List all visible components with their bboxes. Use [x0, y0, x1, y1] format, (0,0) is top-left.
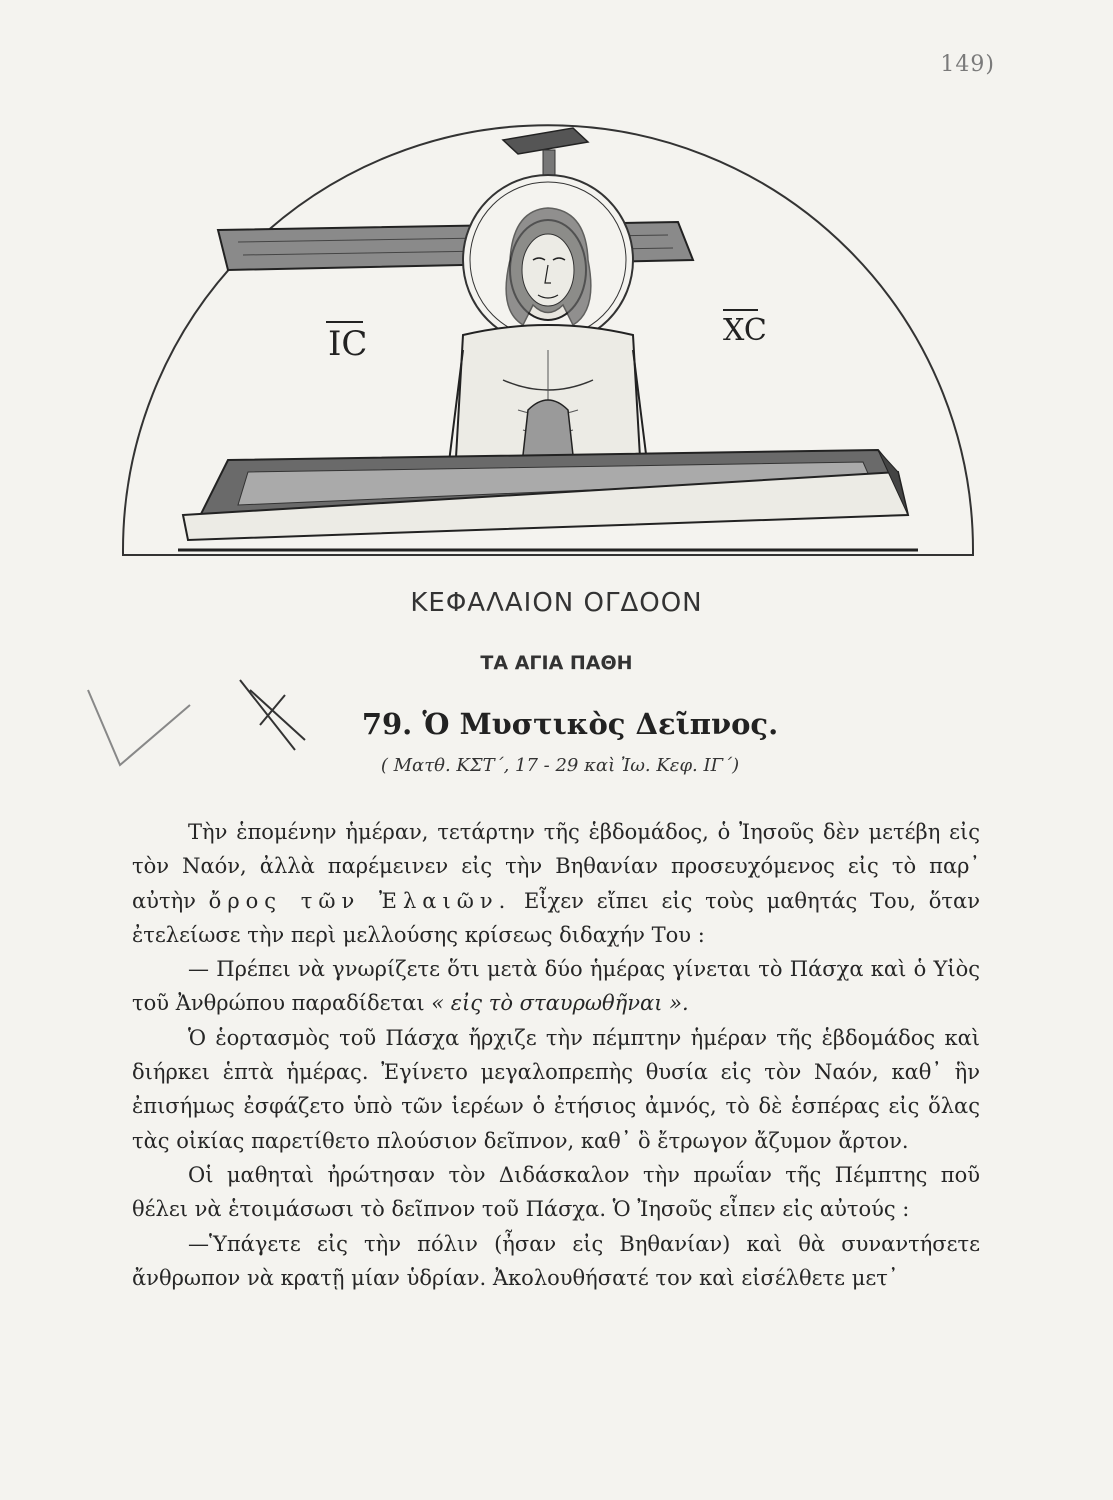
chapter-heading: ΚΕΦΑΛΑΙΟΝ ΟΓΔΟΟΝ [410, 588, 703, 618]
paragraph-3: Ὁ ἑορτασμὸς τοῦ Πάσχα ἤρχιζε τὴν πέμπτην ἡμέραν τῆς ἑβδομάδος καὶ διήρκει ἑπτὰ ἡμέρας. Ἐγίνετο μεγαλοπρεπὴς θυσία εἰς τὸν Ναόν, καθ᾽ ἣν ἐπισήμως ἐσφάζετο ὑπὸ τῶν ἱερέων ὁ ἐτήσιος ἀμνός, τὸ δὲ ἑσπέρας εἰς ὅλας τὰς οἰκίας παρετίθετο πλούσιον δεῖπνον, καθ᾽ ὃ ἔτρωγον ἄζυμον ἄρτον. [132, 1025, 980, 1153]
paragraph-2 [132, 952, 980, 1021]
part-title: ΤΑ ΑΓΙΑ ΠΑΘΗ [480, 652, 633, 674]
icon-label-xc: XC [723, 313, 767, 348]
body-text [132, 815, 980, 1295]
man-of-sorrows-icon [118, 110, 978, 570]
icon-label-ic: IC [328, 324, 368, 364]
paragraph-1-text-end: Εἶχεν εἴπει εἰς τοὺς μαθητάς Του, ὅταν ἐτελείωσε τὴν περὶ μελλούσης κρίσεως διδαχήν Του : [132, 888, 980, 947]
page-number: 149) [940, 52, 995, 77]
scripture-reference: ( Ματθ. ΚΣΤ΄, 17 - 29 καὶ Ἰω. Κεφ. ΙΓ΄) [380, 755, 740, 776]
icon-illustration [118, 110, 978, 570]
section-title: 79. Ὁ Μυστικὸς Δεῖπνος. [361, 707, 779, 741]
paragraph-1-text: Τὴν ἑπομένην ἡμέραν, τετάρτην τῆς ἑβδομάδος, ὁ Ἰησοῦς δὲν μετέβη εἰς τὸν Ναόν, ἀλλὰ παρέμεινεν εἰς τὴν Βηθανίαν προσευχόμενος εἰς τὸ παρ᾽ αὐτὴν [132, 820, 980, 913]
paragraph-2-quote: « εἰς τὸ σταυρωθῆναι ». [431, 991, 689, 1016]
paragraph-1 [132, 815, 980, 952]
paragraph-5: —Ὑπάγετε εἰς τὴν πόλιν (ἦσαν εἰς Βηθανίαν) καὶ θὰ συναντήσετε ἄνθρωπον νὰ κρατῇ μίαν ὑδρίαν. Ἀκολουθήσατέ τον καὶ εἰσέλθετε μετ᾽ [132, 1231, 980, 1290]
paragraph-4: Οἱ μαθηταὶ ἠρώτησαν τὸν Διδάσκαλον τὴν πρωΐαν τῆς Πέμπτης ποῦ θέλει νὰ ἑτοιμάσωσι τὸ δεῖπνον τοῦ Πάσχα. Ὁ Ἰησοῦς εἶπεν εἰς αὐτούς : [132, 1162, 980, 1222]
paragraph-2-text: — Πρέπει νὰ γνωρίζετε ὅτι μετὰ δύο ἡμέρας γίνεται τὸ Πάσχα καὶ ὁ Υἱὸς τοῦ Ἀνθρώπου παραδίδεται [132, 957, 980, 1016]
paragraph-1-spaced: ὄρος τῶν Ἐλαιῶν. [208, 888, 512, 913]
pencil-check-mark [80, 665, 320, 775]
